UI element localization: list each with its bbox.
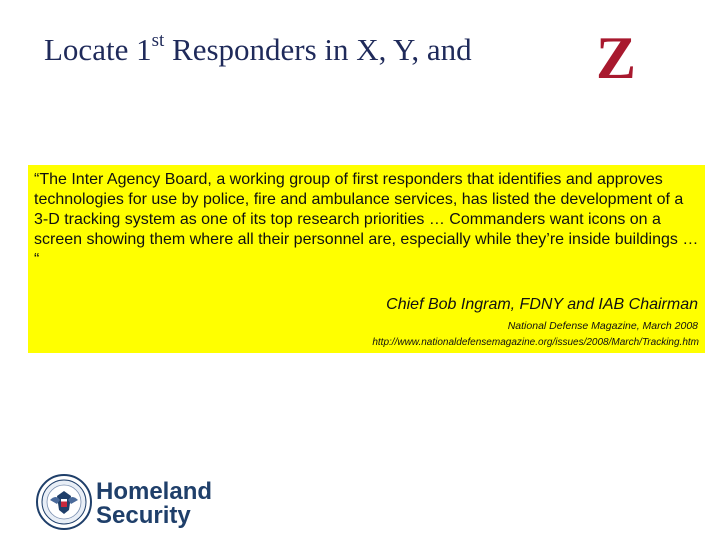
title-emphasis: Z [596, 25, 637, 91]
quote-attribution: Chief Bob Ingram, FDNY and IAB Chairman [386, 296, 698, 313]
slide-title [44, 29, 472, 67]
logo-line-2: Security [96, 502, 191, 529]
title-prefix: Locate 1 [44, 32, 152, 67]
title-suffix: Responders in X, Y, and [164, 32, 472, 67]
homeland-security-logo [36, 474, 236, 534]
quote-box [28, 165, 705, 353]
quote-source: National Defense Magazine, March 2008 [507, 320, 698, 332]
title-superscript: st [151, 29, 165, 51]
quote-text: “The Inter Agency Board, a working group of first responders that identifies and approves technologies for use by police, fire and ambulance services, has listed the development of a 3-D tracking system as one of its top research priorities … Commanders want icons on a screen showing them where all their personnel are, especially while they’re inside buildings … “ [34, 171, 699, 268]
logo-line-1: Homeland [96, 478, 213, 505]
quote-url: http://www.nationaldefensemagazine.org/issues/2008/March/Tracking.htm [372, 337, 699, 348]
dhs-seal-icon [36, 474, 92, 530]
